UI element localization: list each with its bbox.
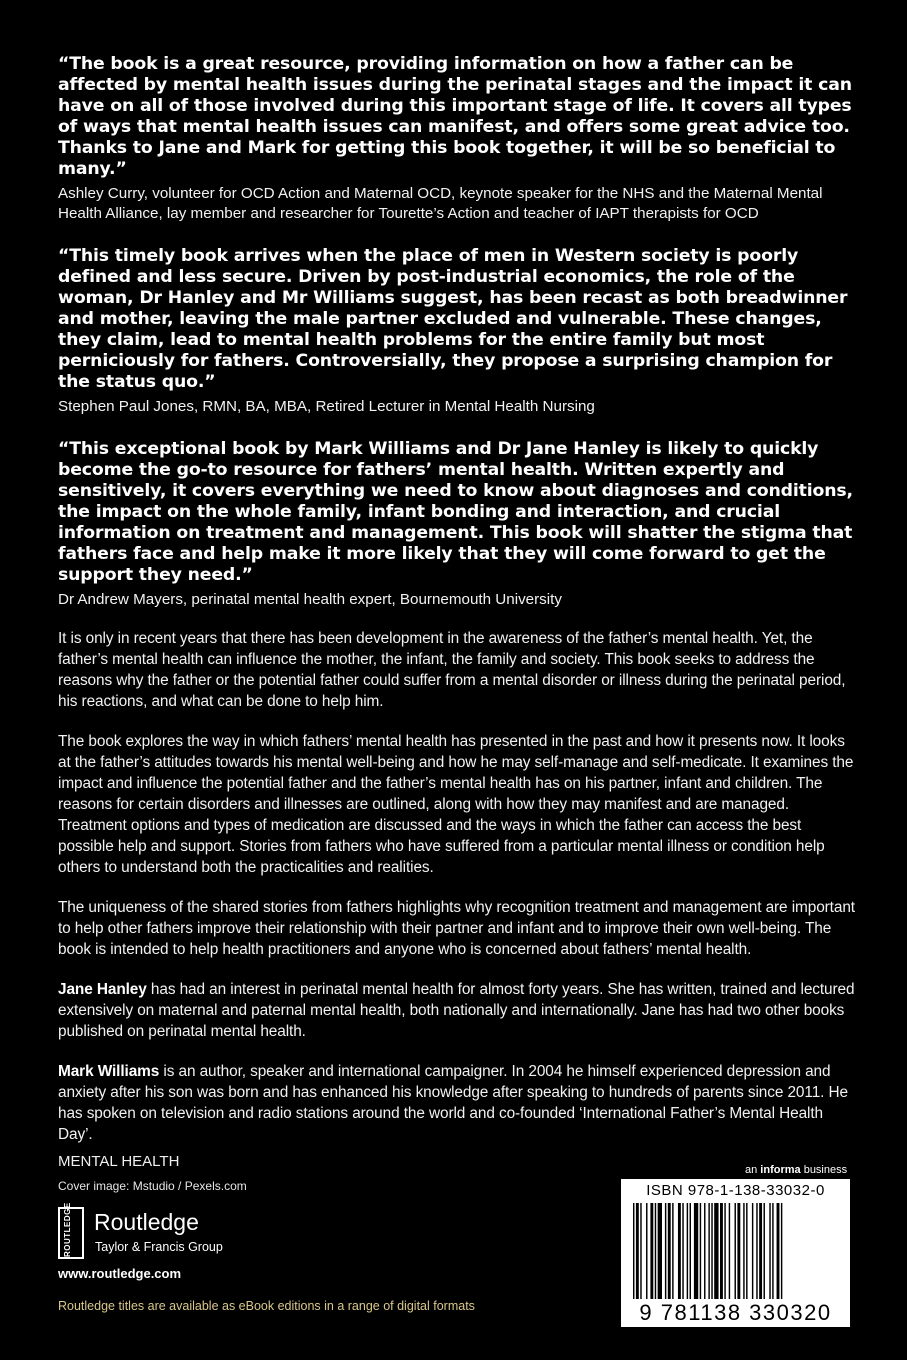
barcode-bar (655, 1203, 656, 1299)
barcode-bar (743, 1203, 744, 1299)
barcode-bar (735, 1203, 736, 1299)
barcode-bar (694, 1203, 698, 1299)
routledge-logo (58, 1202, 258, 1263)
barcode-bar (690, 1203, 691, 1299)
author-bio-williams (58, 1061, 858, 1145)
author-bio-hanley (58, 979, 858, 1042)
barcode-bar (756, 1203, 757, 1299)
endorsement-quote: “This timely book arrives when the place of men in Western society is poorly defined and less secure. Driven by post-industrial economics, the role of the woman, Dr Hanley and Mr Williams suggest, has been recast as both breadwinner and mother, leaving the male partner excluded and vulnerable. These changes, they claim, lead to mental health problems for the entire family but most perniciously for fathers. Controversially, they propose a surprising champion for the status quo.” (58, 246, 848, 392)
barcode-bar (646, 1203, 647, 1299)
barcode-bar (678, 1203, 681, 1299)
barcode-bar (640, 1203, 641, 1299)
barcode-bar (746, 1203, 747, 1299)
cover-image-credit: Cover image: Mstudio / Pexels.com (58, 1179, 247, 1193)
author-name: Jane Hanley (58, 981, 147, 998)
routledge-mark-text: ROUTLEDGE (63, 1202, 72, 1257)
barcode-bar (633, 1203, 634, 1299)
endorsement-quote: “This exceptional book by Mark Williams and Dr Jane Hanley is likely to quickly become the go-to resource for fathers’ mental health. Written expertly and sensitively, it covers everything we need to know about diagnoses and conditions, the impact on the whole family, infant bonding and interaction, and crucial information on treatment and management. This book will shatter the stigma that fathers face and help make it more likely that they will come forward to get the support they need.” (58, 439, 853, 585)
endorsement-attribution: Ashley Curry, volunteer for OCD Action and Maternal OCD, keynote speaker for the NHS and the Maternal Mental Health Alliance, lay member and researcher for Tourette’s Action and teacher of IAPT therapists for OCD (58, 185, 823, 222)
informa-suffix: business (800, 1164, 848, 1176)
barcode-bar (752, 1203, 753, 1299)
barcode-bar (737, 1203, 740, 1299)
informa-business-label (745, 1164, 847, 1176)
author-bio: has had an interest in perinatal mental health for almost forty years. She has written, trained and lectured extensively on maternal and paternal mental health, both nationally and internationally. Jane has had two other books published on perinatal mental health. (58, 981, 855, 1040)
publisher-website[interactable]: www.routledge.com (58, 1266, 182, 1281)
publisher-name: Routledge (94, 1209, 199, 1235)
barcode-bar (759, 1203, 762, 1299)
barcode-bar (682, 1203, 683, 1299)
back-cover-text (58, 54, 858, 1164)
endorsement-attribution: Dr Andrew Mayers, perinatal mental health expert, Bournemouth University (58, 591, 562, 608)
barcode-bar (668, 1203, 671, 1299)
barcode-bar (658, 1203, 662, 1299)
barcode-bar (729, 1203, 730, 1299)
informa-name: informa (760, 1164, 801, 1176)
barcode-bar (772, 1203, 773, 1299)
author-name: Mark Williams (58, 1063, 160, 1080)
barcode-bar (700, 1203, 701, 1299)
ebook-note: Routledge titles are available as eBook editions in a range of digital formats (58, 1299, 475, 1313)
endorsement-1 (58, 54, 858, 224)
barcode-bar (711, 1203, 712, 1299)
barcode-bar (704, 1203, 705, 1299)
description-paragraph: The uniqueness of the shared stories from fathers highlights why recognition treatment and management are important to help other fathers improve their relationship with their partner and infant and to improve their own well-being. The book is intended to help health practitioners and anyone who is concerned about fathers’ mental health. (58, 899, 855, 958)
barcode-bar (769, 1203, 770, 1299)
barcode-bar (650, 1203, 653, 1299)
barcode-bar (724, 1203, 725, 1299)
barcode-bar (764, 1203, 765, 1299)
author-bio: is an author, speaker and international campaigner. In 2004 he himself experienced depression and anxiety after his son was born and has enhanced his knowledge after speaking to hundreds of parents since 2011. He has spoken on television and radio stations around the world and co-founded ‘International Father’s Mental Health Day’. (58, 1063, 848, 1143)
endorsement-quote: “The book is a great resource, providing information on how a father can be affected by mental health issues during the perinatal stages and the impact it can have on all of those involved during this important stage of life. It covers all types of ways that mental health issues can manifest, and offers some great advice too. Thanks to Jane and Mark for getting this book together, it will be so beneficial to many.” (58, 54, 852, 179)
barcode-digits: 9 781138 330320 (639, 1300, 832, 1325)
isbn-barcode (621, 1179, 850, 1327)
barcode-bar (714, 1203, 718, 1299)
isbn-label: ISBN 978-1-138-33032-0 (646, 1182, 825, 1199)
barcode-bar (777, 1203, 780, 1299)
barcode-bar (665, 1203, 666, 1299)
description-paragraph: It is only in recent years that there has been development in the awareness of the father’s mental health. Yet, the father’s mental health can influence the mother, the infant, the family and society. This book seeks to address the reasons why the father or the potential father could suffer from a mental disorder or illness during the perinatal period, his reactions, and what can be done to help him. (58, 630, 846, 710)
endorsement-3 (58, 439, 858, 610)
endorsement-attribution: Stephen Paul Jones, RMN, BA, MBA, Retired Lecturer in Mental Health Nursing (58, 398, 595, 415)
barcode-bar (781, 1203, 782, 1299)
barcode-icon (627, 1203, 844, 1301)
description-paragraph: The book explores the way in which fathers’ mental health has presented in the past and how it presents now. It looks at the father’s attitudes towards his mental well-being and how he may self-manage and self-medicate. It examines the impact and influence the potential father and the father’s mental health has on his partner, infant and children. The reasons for certain disorders and illnesses are outlined, along with how they may manifest and are managed. Treatment options and types of medication are discussed and the ways in which the father can access the best possible help and support. Stories from fathers who have suffered from a particular mental illness or condition help others to understand both the practicalities and realities. (58, 733, 854, 876)
routledge-mark-icon (58, 1202, 84, 1259)
barcode-bar (636, 1203, 639, 1299)
barcode-bar (720, 1203, 723, 1299)
publisher-group: Taylor & Francis Group (95, 1240, 223, 1254)
endorsement-2 (58, 246, 858, 417)
subject-category: MENTAL HEALTH (58, 1153, 180, 1170)
barcode-bar (672, 1203, 673, 1299)
barcode-bar (708, 1203, 709, 1299)
barcode-bar (687, 1203, 688, 1299)
informa-prefix: an (745, 1164, 761, 1176)
